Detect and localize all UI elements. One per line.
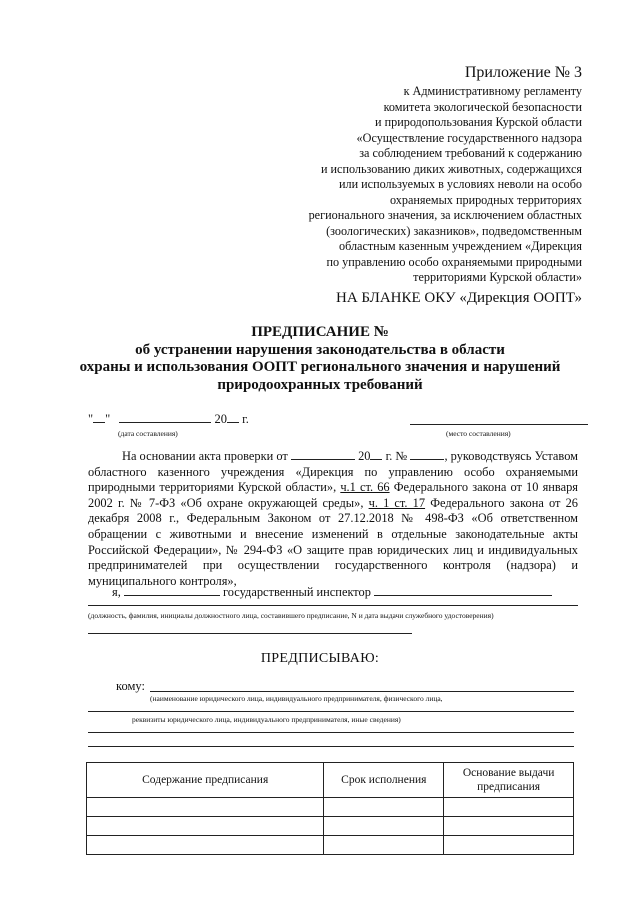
annex-line: охраняемых природных территориях	[389, 192, 582, 207]
caption-requisites: реквизиты юридического лица, индивидуального предпринимателя, иные сведения)	[132, 715, 401, 724]
official-field-line-2[interactable]	[88, 633, 412, 634]
month-field[interactable]	[119, 411, 211, 423]
annex-title: Приложение № 3	[464, 64, 582, 81]
inspector-name-field[interactable]	[124, 584, 220, 596]
annex-line: или используемых в условиях неволи на особо	[338, 177, 582, 191]
body-text: г. №	[385, 449, 408, 463]
recipient-field-3[interactable]	[88, 732, 574, 733]
quote-close: "	[105, 412, 111, 426]
table-row	[87, 836, 574, 855]
annex-line: и использованию диких животных, содержащихся	[320, 161, 582, 176]
body-text: , руководствуясь Уставом областного казенного учреждения «Дирекция по управлению особо охраняемыми природными территориями Курской области»,	[88, 449, 578, 495]
annex-line: областным казенным учреждением «Дирекция	[338, 239, 582, 253]
place-field[interactable]	[410, 424, 588, 425]
table-cell[interactable]	[324, 798, 444, 817]
caption-entity: (наименование юридического лица, индивидуального предпринимателя, физического лица,	[150, 694, 443, 703]
annex-line: регионального значения, за исключением областных	[308, 208, 582, 222]
annex-line: территориями Курской области»	[413, 270, 582, 284]
table-header-row	[87, 763, 574, 798]
table-cell[interactable]	[444, 817, 574, 836]
body-paragraph	[88, 448, 578, 589]
caption-place: (место составления)	[446, 429, 511, 438]
body-text: На основании акта проверки от	[122, 449, 288, 463]
annex-line: по управлению особо охраняемыми природными	[326, 254, 582, 269]
act-number-field[interactable]	[410, 448, 444, 460]
table-cell[interactable]	[87, 798, 324, 817]
recipient-field[interactable]	[150, 691, 574, 692]
year-prefix: 20	[214, 412, 227, 426]
act-date-field[interactable]	[291, 448, 355, 460]
heading-line: охраны и использования ООПТ регионального значения и нарушений	[79, 359, 561, 375]
official-field-line[interactable]	[88, 605, 578, 606]
document-heading	[60, 324, 580, 394]
heading-title: ПРЕДПИСАНИЕ №	[251, 324, 389, 340]
letterhead-note: НА БЛАНКЕ ОКУ «Дирекция ООПТ»	[336, 290, 582, 306]
table-cell[interactable]	[87, 836, 324, 855]
act-year-field[interactable]	[370, 448, 382, 460]
table-row	[87, 817, 574, 836]
day-field[interactable]	[93, 411, 105, 423]
annex-line: «Осуществление государственного надзора	[356, 130, 582, 145]
body-text: Федерального закона от 10 января 2002 г. № 7-ФЗ «Об охране окружающей среды»,	[88, 480, 578, 510]
law-reference-link[interactable]: ч.1 ст. 66	[340, 480, 390, 495]
inspector-details-field[interactable]	[374, 584, 552, 596]
date-row	[88, 411, 249, 427]
annex-line: и природопользования Курской области	[375, 115, 582, 129]
caption-date: (дата составления)	[118, 429, 178, 438]
recipient-label: кому:	[116, 679, 145, 693]
order-word: ПРЕДПИСЫВАЮ:	[260, 651, 380, 666]
table-cell[interactable]	[324, 836, 444, 855]
annex-line: за соблюдением требований к содержанию	[359, 146, 582, 160]
table-cell[interactable]	[444, 836, 574, 855]
table-row	[87, 798, 574, 817]
heading-line: об устранении нарушения законодательства в области	[135, 341, 505, 358]
annex-line: комитета экологической безопасности	[383, 99, 582, 114]
annex-description	[242, 84, 582, 286]
year-field[interactable]	[227, 411, 239, 423]
inspector-prefix: я,	[112, 585, 121, 599]
recipient-field-4[interactable]	[88, 746, 574, 747]
law-reference-link[interactable]: ч. 1 ст. 17	[368, 495, 426, 510]
body-text: Федерального закона от 26 декабря 2008 г., Федеральным Законом от 27.12.2018 № 498-ФЗ «Об ответственном обращении с животными и внесение изменений в отдельные законодательные акты Российской Федерации», № 294-ФЗ «О защите прав юридических лиц и индивидуальных предпринимателей при осуществлении государственного контроля (надзора) и муниципального контроля»,	[88, 495, 578, 588]
year-suffix: г.	[242, 412, 249, 426]
annex-line: (зоологических) заказников», подведомственным	[326, 223, 582, 238]
column-header-content: Содержание предписания	[87, 763, 324, 798]
quote-open: "	[88, 412, 94, 426]
heading-line: природоохранных требований	[217, 376, 423, 393]
annex-line: к Административному регламенту	[403, 84, 582, 98]
order-table	[86, 762, 574, 855]
body-text: 20	[358, 449, 371, 463]
column-header-deadline: Срок исполнения	[324, 763, 444, 798]
recipient-field-2[interactable]	[88, 711, 574, 712]
inspector-label: государственный инспектор	[223, 585, 371, 599]
table-cell[interactable]	[444, 798, 574, 817]
inspector-row	[112, 584, 552, 600]
caption-official: (должность, фамилия, инициалы должностного лица, составившего предписание, N и дата выдачи служебного удостоверения)	[88, 611, 494, 620]
table-cell[interactable]	[324, 817, 444, 836]
column-header-basis: Основание выдачи предписания	[444, 763, 574, 798]
table-cell[interactable]	[87, 817, 324, 836]
